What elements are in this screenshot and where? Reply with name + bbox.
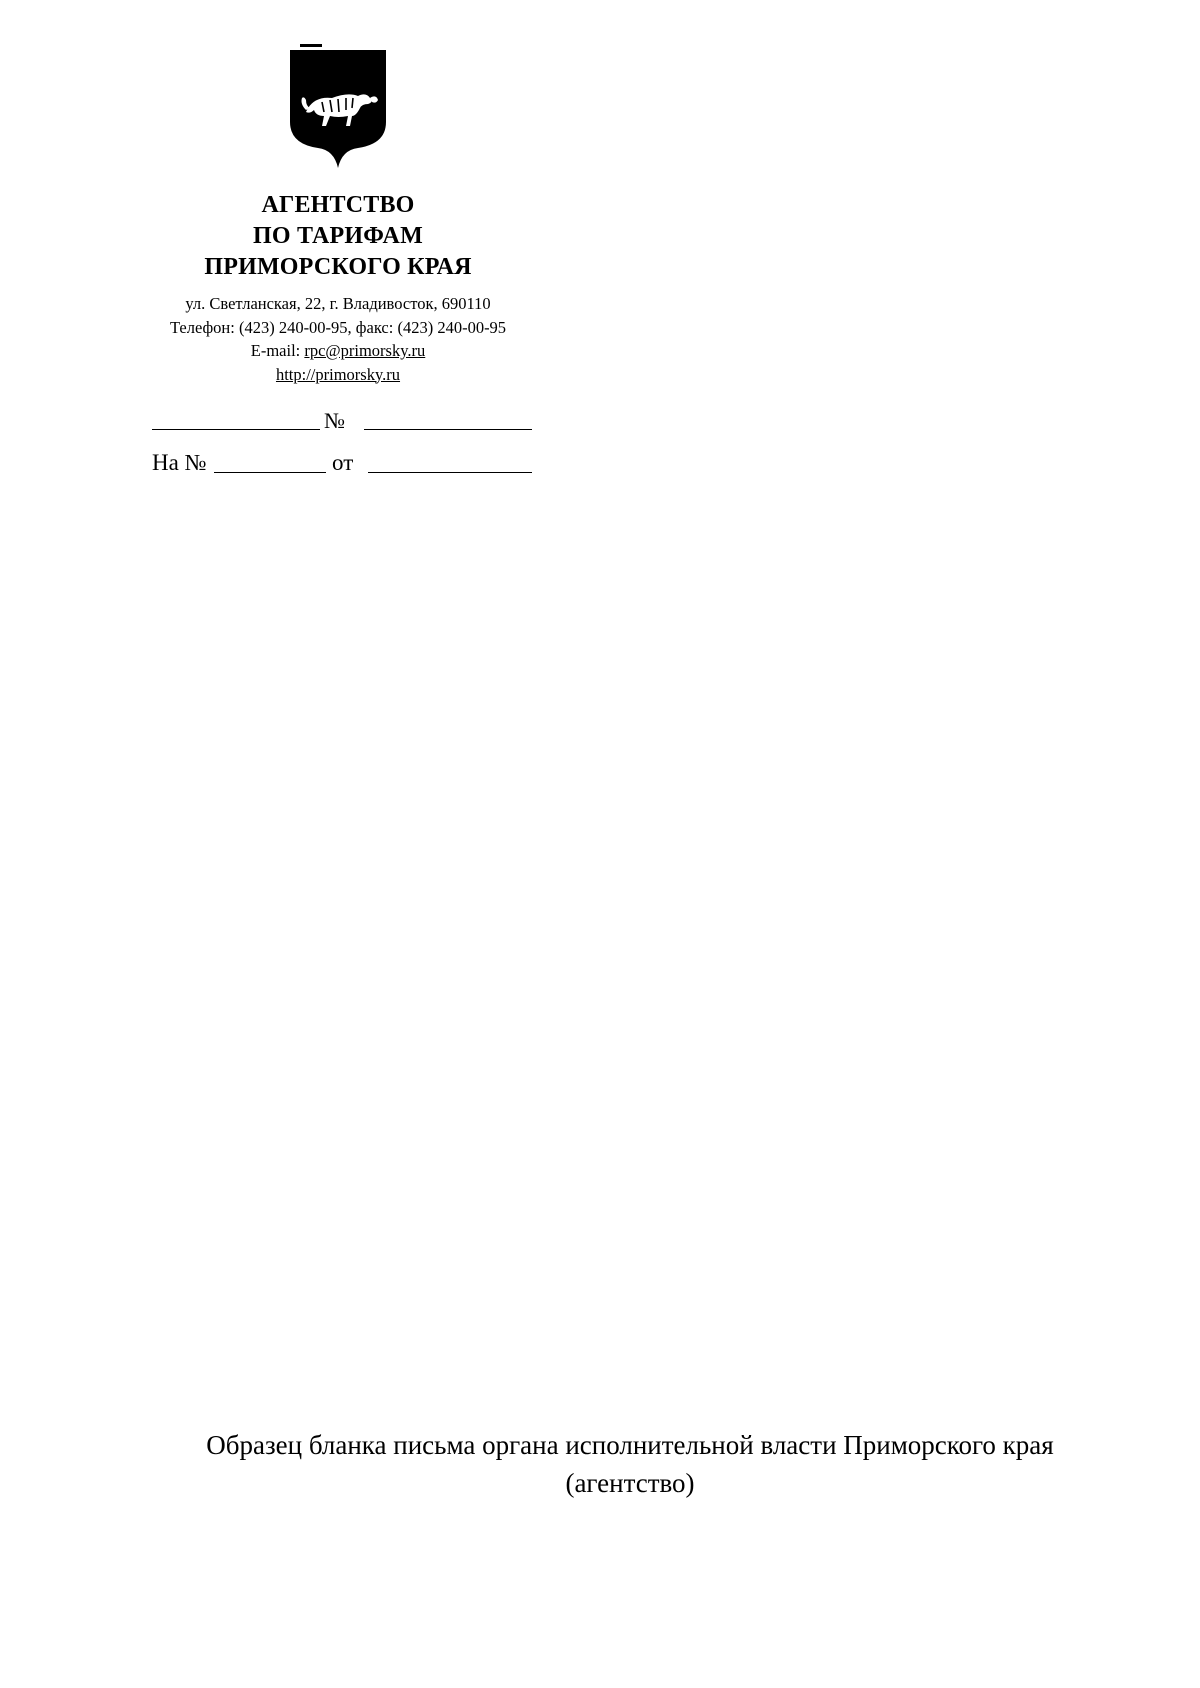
number-blank[interactable] xyxy=(364,429,532,430)
agency-name xyxy=(138,190,538,283)
number-sign: № xyxy=(324,408,345,433)
contact-block xyxy=(138,292,538,386)
agency-name-line-2: ПО ТАРИФАМ xyxy=(253,223,423,249)
from-label: от xyxy=(332,450,354,475)
agency-name-line-3: ПРИМОРСКОГО КРАЯ xyxy=(204,254,472,280)
registration-line xyxy=(152,404,532,434)
reference-number-blank[interactable] xyxy=(214,472,326,473)
sample-caption xyxy=(160,1426,1100,1502)
phone-fax: Телефон: (423) 240-00-95, факс: (423) 240-00-95 xyxy=(169,317,507,337)
email-label: E-mail: xyxy=(250,341,305,360)
caption-line-1: Образец бланка письма органа исполнительной власти Приморского края xyxy=(206,1430,1054,1460)
reference-date-blank[interactable] xyxy=(368,472,532,473)
website-line xyxy=(138,363,538,387)
website-link[interactable]: http://primorsky.ru xyxy=(275,364,401,384)
letterhead xyxy=(138,44,538,386)
email-line xyxy=(138,339,538,363)
caption-line-2: (агентство) xyxy=(565,1468,695,1498)
agency-name-line-1: АГЕНТСТВО xyxy=(261,192,415,218)
coat-of-arms-icon xyxy=(286,44,390,170)
reference-prefix: На № xyxy=(152,450,207,475)
reference-line xyxy=(152,445,532,477)
email-link[interactable]: rpc@primorsky.ru xyxy=(304,341,426,360)
address: ул. Светланская, 22, г. Владивосток, 690110 xyxy=(185,294,491,313)
date-blank[interactable] xyxy=(152,429,320,430)
